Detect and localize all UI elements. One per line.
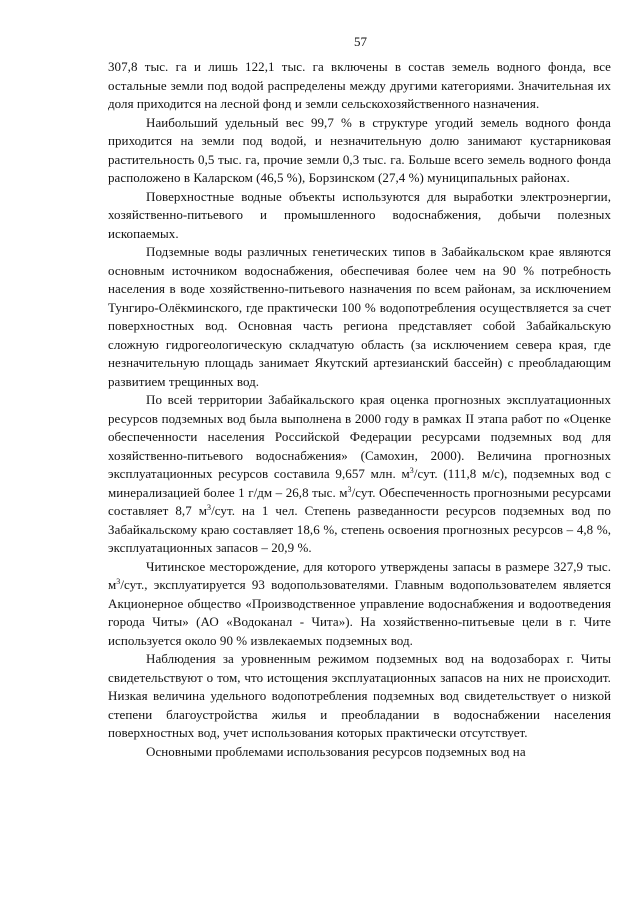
superscript: 3 (347, 484, 352, 494)
superscript: 3 (409, 466, 414, 475)
text-run: Поверхностные водные объекты используются для выработки электроэнергии, хозяйственно-питьевого и промышленного водоснабжения, добычи полезных ископаемых. (108, 188, 611, 241)
text-run: Читинское месторождение, для которого утверждены запасы в размере 327,9 тыс. м (108, 558, 611, 592)
paragraph (108, 58, 611, 114)
body-text (108, 58, 611, 761)
superscript: 3 (207, 503, 212, 512)
text-run: 307,8 тыс. га и лишь 122,1 тыс. га включены в состав земель водного фонда, все остальные земли под водой распределены между другими категориями. Значительная их доля приходится на лесной фонд и земли сельскохозяйственного назначения. (108, 59, 611, 111)
text-run: Основными проблемами использования ресурсов подземных вод на (146, 743, 526, 759)
page-number: 57 (354, 34, 367, 49)
text-run: /сут. на 1 чел. Степень разведанности ресурсов подземных вод по Забайкальскому краю составляет 18,6 %, степень освоения прогнозных ресурсов – 4,8 %, эксплуатационных запасов – 20,9 %. (108, 503, 611, 555)
paragraph (108, 743, 611, 762)
text-run: По всей территории Забайкальского края оценка прогнозных эксплуатационных ресурсов подземных вод была выполнена в 2000 году в рамках II этапа работ по «Оценке обеспеченности населения Российской Федерации ресурсами подземных вод для хозяйственно-питьевого водоснабжения» (Самохин, 2000). Величина прогнозных эксплуатационных ресурсов составила 9,657 млн. м (108, 392, 611, 481)
text-run: Наибольший удельный вес 99,7 % в структуре угодий земель водного фонда приходится на земли под водой, и незначительную долю занимают кустарниковая растительность 0,5 тыс. га, прочие земли 0,3 тыс. га. Больше всего земель водного фонда расположено в Каларском (46,5 %), Борзинском (27,4 %) муниципальных районах. (108, 114, 611, 185)
text-run: /сут. Обеспеченность прогнозными ресурсами составляет 8,7 м (108, 484, 611, 518)
text-run: Подземные воды различных генетических типов в Забайкальском крае являются основным источником водоснабжения, обеспечивая более чем на 90 % потребность населения в воде хозяйственно-питьевого назначения по всем районам, за исключением Тунгиро-Олёкминского, где практически 100 % водопотребления осуществляется за счет поверхностных вод. Основная часть региона представляет собой Забайкальскую сложную гидрогеологическую складчатую область (за исключением севера края, где незначительную площадь занимает Якутский артезианский бассейн) с преобладающим развитием трещинных вод. (108, 244, 611, 389)
paragraph (108, 114, 611, 188)
paragraph (108, 188, 611, 244)
superscript: 3 (116, 577, 121, 586)
text-run: /сут. (111,8 м/с), подземных вод с минерализацией более 1 г/дм – 26,8 тыс. м (108, 466, 611, 500)
paragraph (108, 650, 611, 743)
paragraph (108, 243, 611, 391)
text-run: /сут., эксплуатируется 93 водопользователями. Главным водопользователем является Акционерное общество «Производственное управление водоснабжения и водоотведения города Читы» (АО «Водоканал - Чита»). На хозяйственно-питьевые цели в г. Чите используется около 90 % извлекаемых подземных вод. (108, 577, 611, 648)
paragraph (108, 391, 611, 558)
paragraph (108, 558, 611, 651)
text-run: Наблюдения за уровненным режимом подземных вод на водозаборах г. Читы свидетельствуют о том, что истощения эксплуатационных запасов на них не происходит. Низкая величина удельного водопотребления подземных вод свидетельствует о низкой степени благоустройства жилья и преобладании в водоснабжении населения поверхностных вод, учет использования которых практически отсутствует. (108, 651, 611, 740)
